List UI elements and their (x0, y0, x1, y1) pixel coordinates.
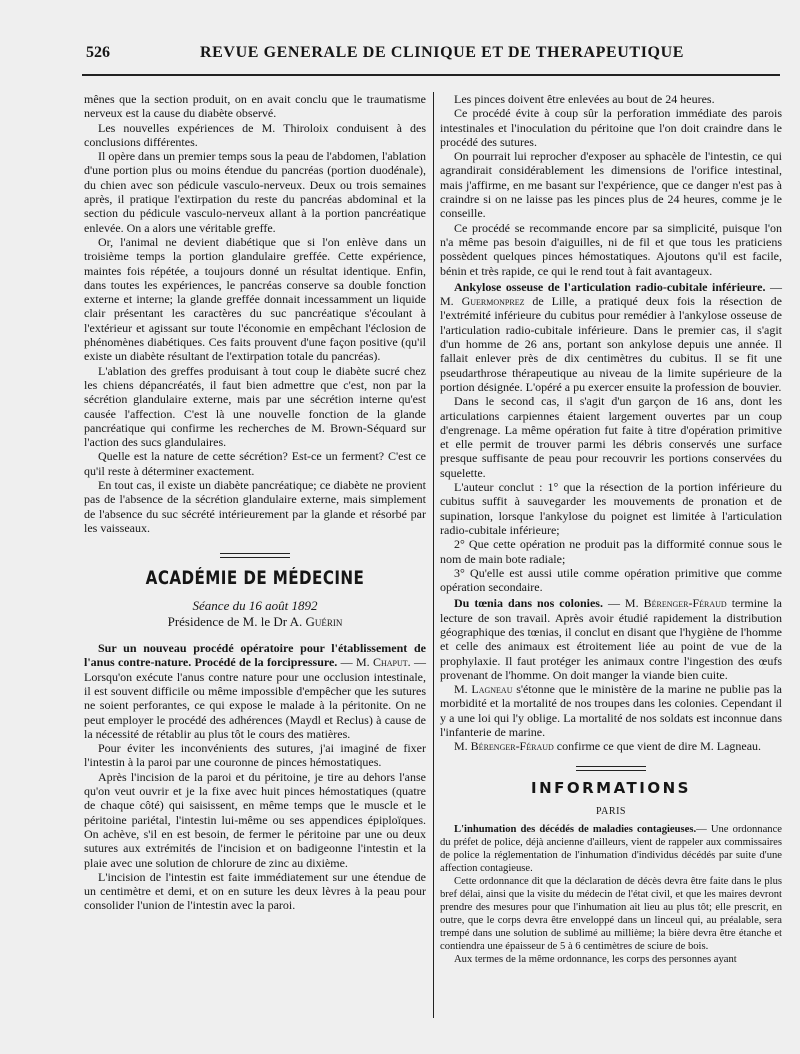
dash: — M. (440, 279, 783, 309)
article-title: Sur un nouveau procédé opératoire pour l'établissement de l'anus contre-nature. Procédé de la forcipressure. (84, 641, 426, 670)
section-title: ACADÉMIE DE MÉDECINE (145, 568, 365, 590)
paragraph: L'auteur conclut : 1° que la résection de la portion inférieure du cubitus suffit à sauvegarder les mouvements de pronation et de supination, lorsque l'ankylose du poignet est limitée à l'articulation radio-cubitale inférieure; (440, 480, 782, 537)
page-header (0, 44, 800, 66)
right-column (440, 92, 782, 966)
paragraph-text: confirme ce que vient de dire M. Lagneau. (553, 739, 762, 754)
article-text: de Lille, a pratiqué deux fois la résection de l'extrémité inférieure du cubitus pour remédier à l'ankylose osseuse de l'articulation radio-cubitale inférieure. Dans le premier cas, il s'agit d'un homme de 26 ans, portant son ankylose depuis une année. Il fallait enlever près de dix centimètres du cubitus. Il se fit une pseudarthrose thérapeutique au niveau de la limite supérieure de la portion désignée. L'opéré a pu exercer ensuite la profession de bouvier. (440, 294, 782, 394)
paragraph-berenger (440, 739, 782, 753)
info-paragraph: Cette ordonnance dit que la déclaration de décès devra être faite dans le plus bref délai, ainsi que la visite du médecin de l'état civil, et que les maires devront prendre des mesures pour que l'inhumation ait lieu au plus tôt; elle prescrit, en outre, que le corps devra être enveloppé dans un linceul qui, au préalable, sera trempé dans une solution de sublimé au millième; la bière devra être étanche et contiendra une épaisseur de 5 à 6 centimètres de sciure de bois. (440, 876, 782, 953)
informations-section-heading (440, 766, 782, 795)
presidence-text: Présidence de M. le Dr A. (167, 613, 306, 629)
paragraph-prefix: M. (454, 739, 471, 754)
paragraph: Les nouvelles expériences de M. Thiroloix conduisent à des conclusions différentes. (84, 120, 426, 149)
article-title: Du tœnia dans nos colonies. (454, 596, 603, 611)
president-name: Guérin (305, 613, 343, 629)
paragraph: Ce procédé se recommande encore par sa simplicité, puisque l'on n'a même pas besoin d'aiguilles, ni de fil et que tous les praticiens possèdent quelques pinces hémostatiques. Ajoutons qu'il est facile, bénin et très rapide, ce qui le rend tout à fait avantageux. (440, 220, 782, 278)
section-title: INFORMATIONS (531, 778, 691, 797)
info-paragraph: Aux termes de la même ordonnance, les corps des personnes ayant (454, 954, 737, 966)
heading-rule (220, 553, 290, 554)
paragraph: L'ablation des greffes produisant à tout coup le diabète sucré chez les chiens dépancréatés, il faut bien admettre que c'est, non par la sécrétion glandulaire externe, mais par une sécrétion interne qu'est causée l'affection. C'est là une nouvelle fonction de la glande pancréatique qui confirme les recherches de M. Brown-Séquard sur l'action des sucs glandulaires. (84, 363, 426, 450)
paragraph: L'incision de l'intestin est faite immédiatement sur une étendue de un centimètre et demi, et on en suture les deux lèvres à la peau pour consolider l'union de l'intestin avec la paroi. (84, 869, 426, 913)
author-name: M. Lagneau (454, 682, 513, 697)
info-title: L'inhumation des décédés de maladies contagieuses. (454, 824, 697, 836)
article-text: termine la lecture de son travail. Après avoir étudié rapidement la distribution géographique des tœnias, il conclut en disant que l'hygiène de l'homme et celle des animaux est étroitement liée au point de vue de la prophylaxie. Il faut protéger les animaux contre l'ingestion des œufs provenant de l'homme. On doit manger la viande bien cuite. (440, 596, 782, 682)
paragraph: On pourrait lui reprocher d'exposer au sphacèle de l'intestin, ce qui agrandirait considérablement les dimensions de l'orifice intestinal, mais j'affirme, en me basant sur l'expérience, que ce danger n'est pas à craindre si on ne laisse pas les pinces plus de 24 heures, comme je le conseille. (440, 149, 782, 221)
paragraph: 2° Que cette opération ne produit pas la difformité connue sous le nom de main bote radiale; (440, 537, 782, 566)
info-text: Une ordonnance du préfet de police, déjà ancienne d'ailleurs, vient de rappeler aux commissaires de police la réglementation de l'inhumation d'individus décédés par suite d'une affection contagieuse. (440, 824, 782, 875)
seance-date: Séance du 16 août 1892 (192, 597, 318, 613)
paragraph: Quelle est la nature de cette sécrétion? Est-ce un ferment? C'est ce qu'il reste à déterminer exactement. (84, 449, 426, 478)
page-number: 526 (86, 44, 110, 61)
column-divider (433, 92, 434, 1018)
academie-section-heading (84, 553, 426, 590)
paragraph: Or, l'animal ne devient diabétique que si l'on enlève dans un troisième temps la portion glandulaire greffée. Cette expérience, maintes fois répétée, a toujours donné un résultat identique. Enfin, dans toutes les expériences, le pancréas conserve sa double fonction externe et interne; la glande greffée donnait incessamment un liquide clair présentant les caractères du suc pancréatique s'écoulant à l'extérieur et agissant sur toute l'économie en empêchant l'éclosion de phénomènes diabétiques. Ces faits prouvent d'une façon positive (qu'il existe un diabète résultant de l'extirpation totale du pancréas). (84, 234, 426, 364)
author-name: Bérenger-Féraud (470, 739, 554, 754)
paragraph: Il opère dans un premier temps sous la peau de l'abdomen, l'ablation d'une portion plus ou moins étendue du pancréas (portion duodénale), du chien avec son pédicule vasculo-nerveux. Deux ou trois semaines après, il pratique l'extirpation du reste du pancréas abdominal et la section du pédicule vasculo-nerveux allant à la portion pancréatique enlevée. On a alors une véritable greffe. (84, 149, 426, 235)
presidence (84, 615, 426, 629)
header-rule (82, 74, 780, 76)
paragraph: 3° Qu'elle est aussi utile comme opération primitive que comme opération secondaire. (440, 565, 782, 595)
paragraph: Ce procédé évite à coup sûr la perforation immédiate des parois intestinales et l'inoculation du péritoine que l'on doit craindre dans le procédé des sutures. (440, 106, 782, 149)
paragraph-text: s'étonne que le ministère de la marine ne publie pas la morbidité et la mortalité de nos troupes dans les colonies. Cependant il y a une loi qui l'y oblige. La mortalité de nos soldats est inconnue dans l'infanterie de marine. (440, 682, 782, 740)
dash: — M. (602, 596, 644, 611)
article-guermonprez (440, 280, 782, 394)
article-author: Guermonprez (461, 294, 525, 309)
info-paragraph (440, 823, 782, 875)
article-text: . — Lorsqu'on exécute l'anus contre nature pour une occlusion intestinale, il est souvent difficile ou même impossible d'empêcher que les sutures ne soient perforantes, ce qui expose le malade à la péritonite. On ne peut employer le procédé des adhérences (Maydl et Reclus) à cause de la nécessité de rétablir au plus tôt le cours des matières. (84, 655, 426, 741)
article-chaput (84, 641, 426, 741)
dash: — (696, 824, 707, 836)
paragraph: mênes que la section produit, on en avait conclu que le traumatisme nerveux est la cause du diabète observé. (84, 92, 426, 121)
running-title: REVUE GENERALE DE CLINIQUE ET DE THERAPEUTIQUE (200, 44, 684, 61)
heading-rule (220, 557, 290, 558)
article-toenia (440, 596, 782, 682)
article-author: Chaput (372, 655, 408, 670)
heading-rule (576, 766, 646, 767)
paragraph: Après l'incision de la paroi et du péritoine, je tire au dehors l'anse qu'on veut ouvrir et je la fixe avec huit pinces hémostatiques (quatre de chaque côté) qui saisissent, en même temps que le muscle et le péritoine pariétal, l'intestin lui-même ou ses appendices épiploïques. On achève, s'il en est besoin, de fermer le péritoine par une ou deux sutures aux extrémités de l'incision et on badigeonne l'intestin et la plaie avec une solution de chlorure de zinc au dixième. (84, 769, 426, 870)
paragraph: Pour éviter les inconvénients des sutures, j'ai imaginé de fixer l'intestin à la paroi par une couronne de pinces hémostatiques. (84, 741, 426, 770)
article-title: Ankylose osseuse de l'articulation radio-cubitale inférieure. (454, 279, 766, 294)
heading-rule (576, 770, 646, 771)
paragraph: Les pinces doivent être enlevées au bout de 24 heures. (454, 92, 715, 106)
paris-subheading: PARIS (596, 805, 626, 817)
paragraph-lagneau (440, 682, 782, 739)
paragraph: En tout cas, il existe un diabète pancréatique; ce diabète ne provient pas de l'absence de la sécrétion glandulaire externe, mais simplement de l'absence du suc sécrété intérieurement par la glande et résorbé par les vaisseaux. (84, 478, 426, 535)
left-column (84, 92, 426, 913)
article-author: Bérenger-Féraud (643, 596, 727, 611)
paragraph: Dans le second cas, il s'agit d'un garçon de 16 ans, dont les articulations carpiennes étaient largement ouvertes par un coup d'engrenage. La même opération fut faite à titre d'opération primitive et elle permit de trouver parmi les débris conservés une surface presque suffisante de peau pour recouvrir les portions conservées du squelette. (440, 394, 782, 480)
dash: — M. (337, 655, 373, 670)
